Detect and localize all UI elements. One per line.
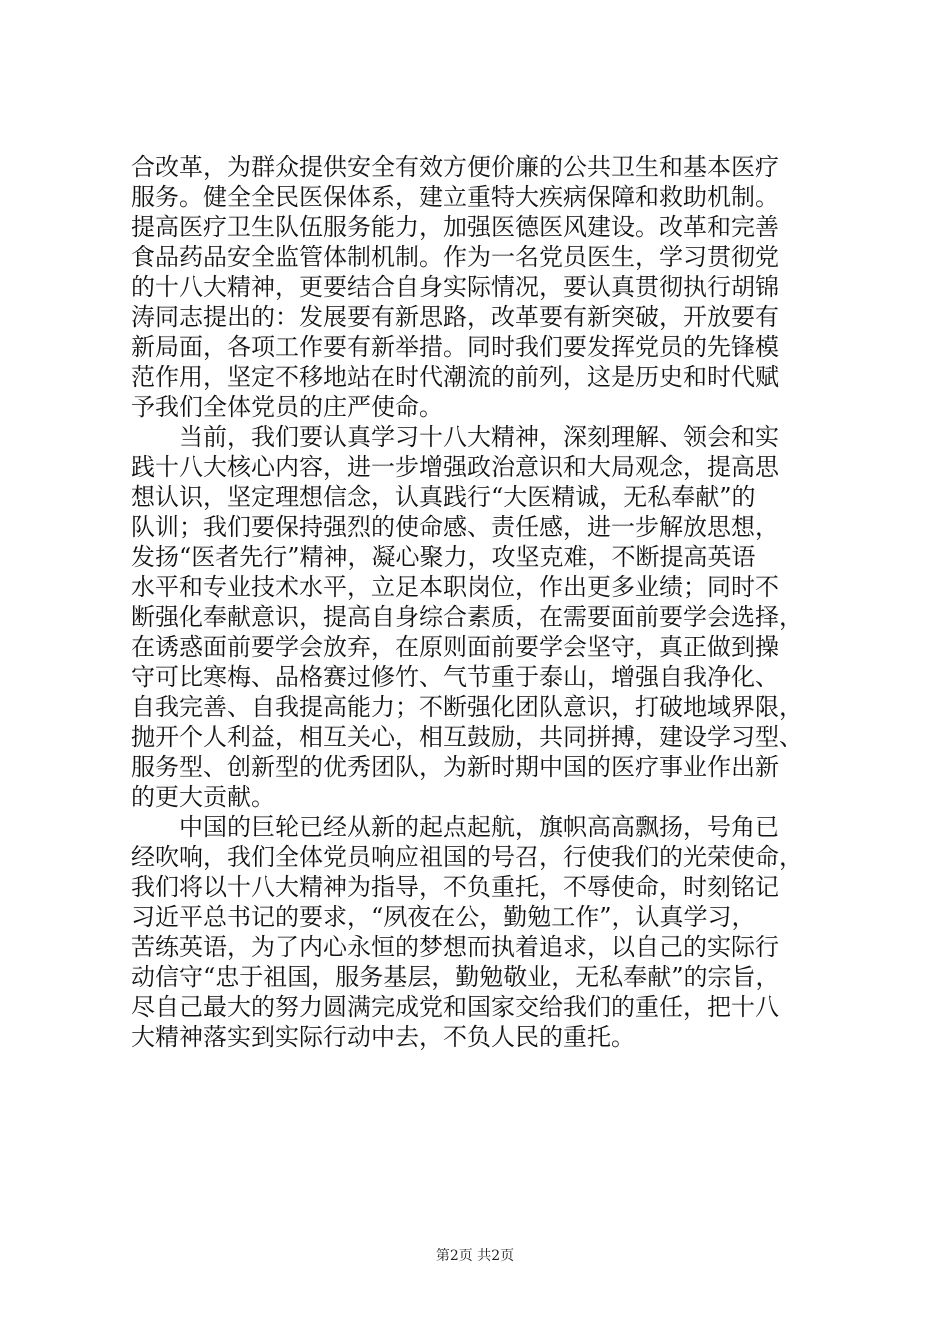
text-line: 践十八大核心内容，进一步增强政治意识和大局观念，提高思 xyxy=(131,453,779,481)
text-line: 抛开个人利益，相互关心，相互鼓励，共同拼搏，建设学习型、 xyxy=(131,723,803,751)
text-line: 的十八大精神，更要结合自身实际情况，要认真贯彻执行胡锦 xyxy=(131,273,779,301)
text-line: 大精神落实到实际行动中去，不负人民的重托。 xyxy=(131,1023,635,1051)
text-line: 习近平总书记的要求，“夙夜在公，勤勉工作”，认真学习， xyxy=(131,903,756,931)
text-line: 的更大贡献。 xyxy=(131,783,275,811)
document-body xyxy=(131,152,821,1052)
text-line: 我们将以十八大精神为指导，不负重托，不辱使命，时刻铭记 xyxy=(131,873,779,901)
text-line: 合改革，为群众提供安全有效方便价廉的公共卫生和基本医疗 xyxy=(131,153,779,181)
text-line: 范作用，坚定不移地站在时代潮流的前列，这是历史和时代赋 xyxy=(131,363,779,391)
text-line: 当前，我们要认真学习十八大精神，深刻理解、领会和实 xyxy=(131,423,779,451)
text-line: 经吹响，我们全体党员响应祖国的号召，行使我们的光荣使命， xyxy=(131,843,803,871)
text-line: 食品药品安全监管体制机制。作为一名党员医生，学习贯彻党 xyxy=(131,243,779,271)
text-line: 断强化奉献意识，提高自身综合素质，在需要面前要学会选择， xyxy=(131,603,803,631)
text-line: 尽自己最大的努力圆满完成党和国家交给我们的重任，把十八 xyxy=(131,993,779,1021)
text-line: 苦练英语，为了内心永恒的梦想而执着追求，以自己的实际行 xyxy=(131,933,779,961)
text-line: 动信守“忠于祖国，服务基层，勤勉敬业，无私奉献”的宗旨， xyxy=(131,963,780,991)
text-line: 水平和专业技术水平，立足本职岗位，作出更多业绩；同时不 xyxy=(131,573,779,601)
text-line: 想认识，坚定理想信念，认真践行“大医精诚，无私奉献”的 xyxy=(131,483,756,511)
text-line: 提高医疗卫生队伍服务能力，加强医德医风建设。改革和完善 xyxy=(131,213,779,241)
text-line: 涛同志提出的：发展要有新思路，改革要有新突破，开放要有 xyxy=(131,303,779,331)
text-line: 发扬“医者先行”精神，凝心聚力，攻坚克难，不断提高英语 xyxy=(131,543,756,571)
text-line: 服务型、创新型的优秀团队，为新时期中国的医疗事业作出新 xyxy=(131,753,779,781)
text-line: 守可比寒梅、品格赛过修竹、气节重于泰山，增强自我净化、 xyxy=(131,663,779,691)
page-number-footer: 第2页 共2页 xyxy=(435,1248,515,1264)
text-line: 队训；我们要保持强烈的使命感、责任感，进一步解放思想， xyxy=(131,513,779,541)
text-line: 服务。健全全民医保体系，建立重特大疾病保障和救助机制。 xyxy=(131,183,779,211)
text-line: 自我完善、自我提高能力；不断强化团队意识，打破地域界限， xyxy=(131,693,803,721)
text-line: 在诱惑面前要学会放弃，在原则面前要学会坚守，真正做到操 xyxy=(131,633,779,661)
text-line: 新局面，各项工作要有新举措。同时我们要发挥党员的先锋模 xyxy=(131,333,779,361)
text-line: 中国的巨轮已经从新的起点起航，旗帜高高飘扬，号角已 xyxy=(131,813,779,841)
text-line: 予我们全体党员的庄严使命。 xyxy=(131,393,443,421)
